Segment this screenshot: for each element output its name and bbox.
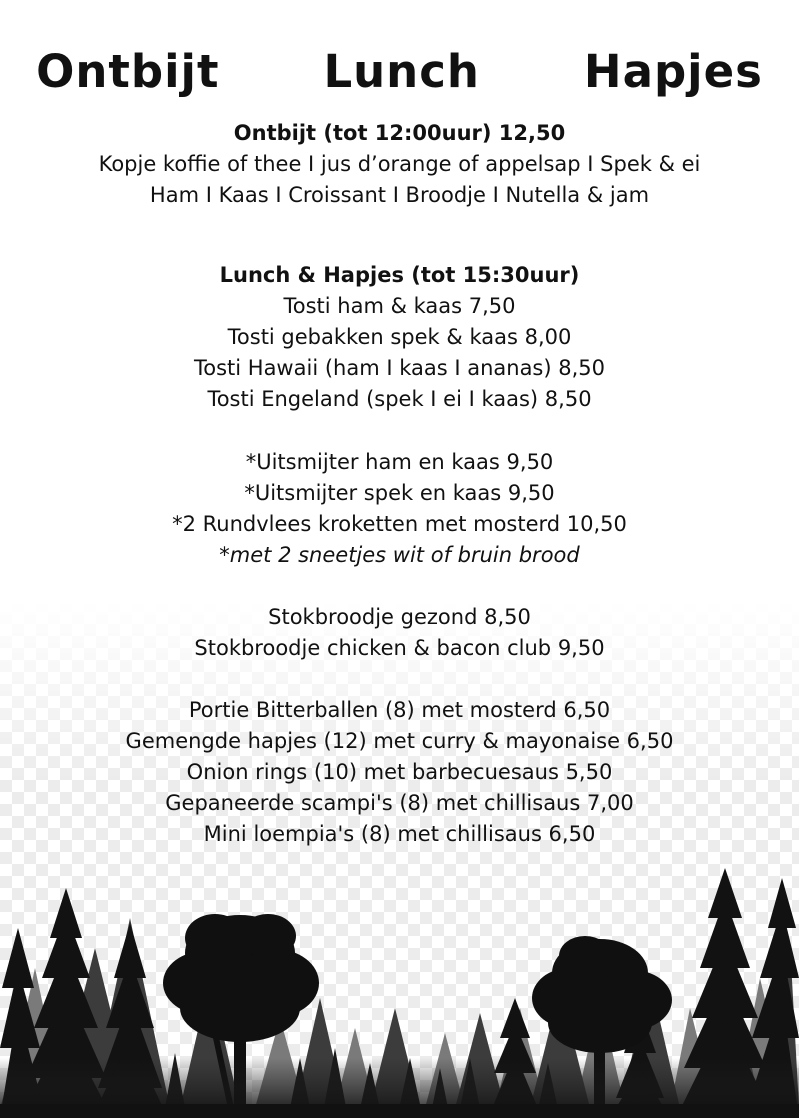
lunch-section — [0, 260, 799, 415]
breakfast-heading: Ontbijt (tot 12:00uur) 12,50 — [233, 121, 566, 145]
breakfast-line: Ham I Kaas I Croissant I Broodje I Nutella & jam — [149, 183, 650, 207]
menu-item: *Uitsmijter ham en kaas 9,50 — [245, 450, 554, 474]
menu-item: Gepaneerde scampi's (8) met chillisaus 7,00 — [165, 791, 634, 815]
menu-item: Tosti ham & kaas 7,50 — [283, 294, 516, 318]
uitsmijter-group — [0, 447, 799, 571]
menu-title: Ontbijt Lunch Hapjes — [36, 45, 763, 98]
stokbrood-group — [0, 602, 799, 664]
breakfast-line: Kopje koffie of thee I jus d’orange of appelsap I Spek & ei — [98, 152, 701, 176]
bread-note: *met 2 sneetjes wit of bruin brood — [219, 543, 580, 567]
menu-item: *2 Rundvlees kroketten met mosterd 10,50 — [172, 512, 627, 536]
lunch-heading: Lunch & Hapjes (tot 15:30uur) — [219, 263, 580, 287]
menu-item: Tosti Hawaii (ham I kaas I ananas) 8,50 — [193, 356, 606, 380]
menu-item: Tosti gebakken spek & kaas 8,00 — [227, 325, 572, 349]
menu-item: Mini loempia's (8) met chillisaus 6,50 — [203, 822, 596, 846]
menu-item: *Uitsmijter spek en kaas 9,50 — [244, 481, 555, 505]
breakfast-section — [0, 118, 799, 211]
forest-silhouette — [0, 858, 799, 1118]
menu-item: Onion rings (10) met barbecuesaus 5,50 — [186, 760, 613, 784]
hapjes-group — [0, 695, 799, 850]
menu-item: Portie Bitterballen (8) met mosterd 6,50 — [188, 698, 611, 722]
menu-item: Gemengde hapjes (12) met curry & mayonaise 6,50 — [125, 729, 674, 753]
menu-item: Tosti Engeland (spek I ei I kaas) 8,50 — [207, 387, 592, 411]
menu-item: Stokbroodje gezond 8,50 — [268, 605, 531, 629]
menu-item: Stokbroodje chicken & bacon club 9,50 — [194, 636, 605, 660]
